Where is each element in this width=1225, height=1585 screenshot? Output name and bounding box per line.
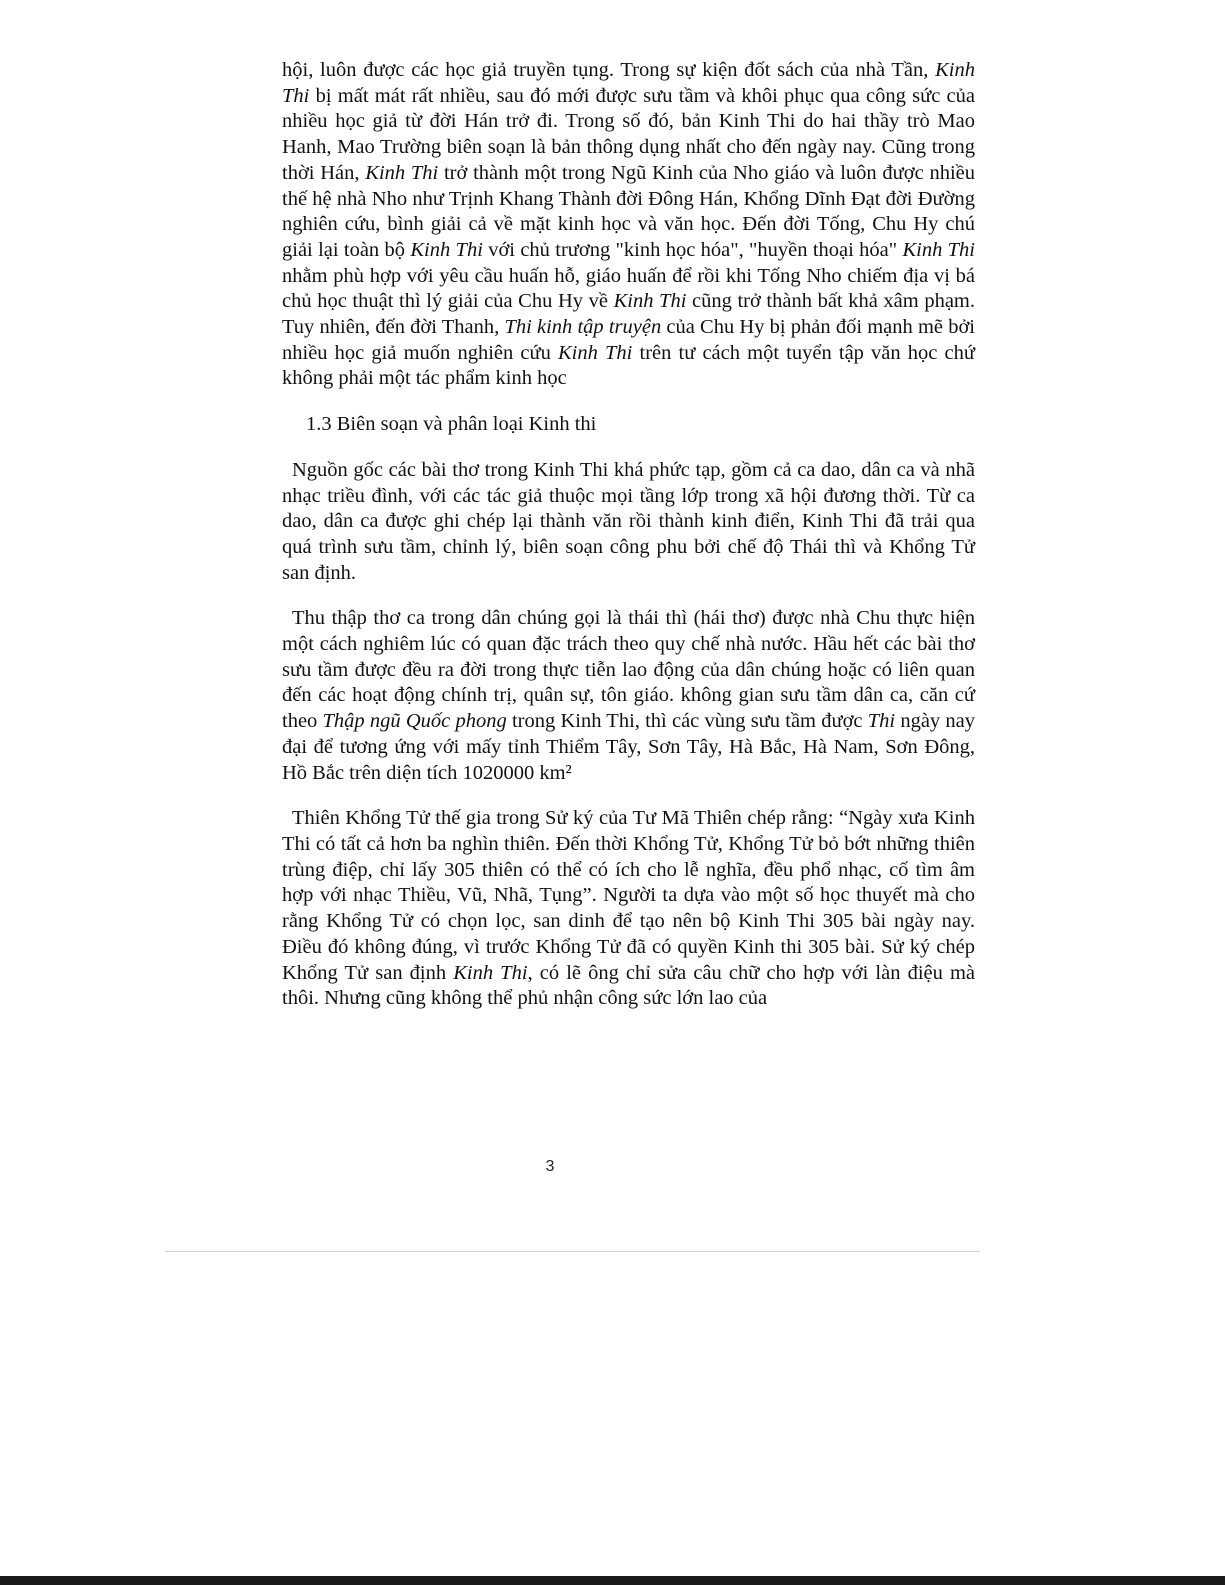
body-text	[282, 58, 975, 1012]
paragraph-text: trở thành một trong Ngũ Kinh của Nho giáo và luôn được nhiều thế hệ nhà Nho như Trịnh Khang Thành đời Đông Hán, Khổng Dĩnh Đạt đời Đường nghiên cứu, bình giải cả về mặt kinh học và văn học. Đến đời Tống, Chu Hy chú giải lại toàn bộ	[282, 161, 976, 261]
section-heading: 1.3 Biên soạn và phân loại Kinh thi	[306, 413, 597, 436]
paragraph-text: Thiên Khổng Tử thế gia trong Sử ký của Tư Mã Thiên chép rằng: “Ngày xưa Kinh Thi có tất cả hơn ba nghìn thiên. Đến thời Khổng Tử, Khổng Tử bỏ bớt những thiên trùng điệp, chỉ lấy 305 thiên có thể có ích cho lễ nghĩa, đều phổ nhạc, cố tìm âm hợp với nhạc Thiều, Vũ, Nhã, Tụng”. Người ta dựa vào một số học thuyết mà cho rằng Khổng Tử có chọn lọc, san dinh để tạo nên bộ Kinh Thi 305 bài ngày nay. Điều đó không đúng, vì trước Khổng Tử đã có quyền Kinh thi 305 bài. Sử ký chép Khổng Tử san định	[282, 807, 975, 984]
paragraph-text: ngày nay đại để tương ứng với mấy tỉnh Thiểm Tây, Sơn Tây, Hà Bắc, Hà Nam, Sơn Đông, Hồ Bắc trên diện tích 1020000 km²	[282, 710, 975, 784]
italic-title-text: Kinh Thi	[410, 238, 483, 261]
paragraph-text: trong Kinh Thi, thì các vùng sưu tầm được	[506, 710, 868, 733]
italic-title-text: Kinh Thi	[282, 59, 975, 107]
paragraph-1	[282, 58, 975, 392]
italic-title-text: Kinh Thi	[558, 341, 633, 364]
paragraph-text: Thu thập thơ ca trong dân chúng gọi là thái thì (hái thơ) được nhà Chu thực hiện một cách nghiêm lúc có quan đặc trách theo quy chế nhà nước. Hầu hết các bài thơ sưu tầm được đều ra đời trong thực tiễn lao động của dân chúng hoặc có liên quan đến các hoạt động chính trị, quân sự, tôn giáo. không gian sưu tầm dân ca, căn cứ theo	[282, 607, 975, 733]
paragraph-4	[282, 806, 975, 1012]
paragraph-3	[282, 606, 975, 786]
paragraph-text: với chủ trương "kinh học hóa", "huyền thoại hóa"	[482, 238, 903, 261]
paragraph-text: trên tư cách một tuyển tập văn học chứ không phải một tác phẩm kinh học	[282, 341, 975, 390]
page-divider	[165, 1251, 980, 1252]
viewer-bottom-bar	[0, 1576, 1225, 1585]
italic-title-text: Thi kinh tập truyện	[504, 316, 662, 339]
paragraph-text: hội, luôn được các học giả truyền tụng. Trong sự kiện đốt sách của nhà Tần,	[282, 59, 936, 81]
italic-title-text: Kinh Thi	[613, 290, 687, 313]
page-number: 3	[545, 1158, 555, 1175]
italic-title-text: Kinh Thi	[453, 961, 528, 984]
paragraph-text: của Chu Hy bị phản đối mạnh mẽ bởi nhiều học giả muốn nghiên cứu	[282, 316, 975, 364]
paragraph-text: Nguồn gốc các bài thơ trong Kinh Thi khá phức tạp, gồm cả ca dao, dân ca và nhã nhạc triều đình, với các tác giả thuộc mọi tầng lớp trong xã hội đương thời. Từ ca dao, dân ca được ghi chép lại thành văn rồi thành kinh điển, Kinh Thi đã trải qua quá trình sưu tầm, chỉnh lý, biên soạn công phu bởi chế độ Thái thì và Khổng Tử san định.	[282, 458, 975, 584]
paragraph-text: cũng trở thành bất khả xâm phạm. Tuy nhiên, đến đời Thanh,	[282, 290, 975, 339]
italic-title-text: Thập ngũ Quốc phong	[322, 710, 507, 733]
italic-title-text: Thi	[867, 710, 896, 733]
italic-title-text: Kinh Thi	[365, 161, 439, 184]
paragraph-2	[282, 458, 975, 587]
paragraph-text: bị mất mát rất nhiều, sau đó mới được sưu tầm và khôi phục qua công sức của nhiều học giả từ đời Hán trở đi. Trong số đó, bản Kinh Thi do hai thầy trò Mao Hanh, Mao Trường biên soạn là bản thông dụng nhất cho đến ngày nay. Cũng trong thời Hán,	[282, 84, 975, 184]
italic-title-text: Kinh Thi	[902, 238, 975, 261]
paragraph-text: , có lẽ ông chỉ sửa câu chữ cho hợp với làn điệu mà thôi. Nhưng cũng không thể phủ nhận công sức lớn lao của	[282, 961, 975, 1010]
paragraph-text: nhằm phù hợp với yêu cầu huấn hỗ, giáo huấn để rồi khi Tống Nho chiếm địa vị bá chủ học thuật thì lý giải của Chu Hy về	[282, 264, 975, 313]
